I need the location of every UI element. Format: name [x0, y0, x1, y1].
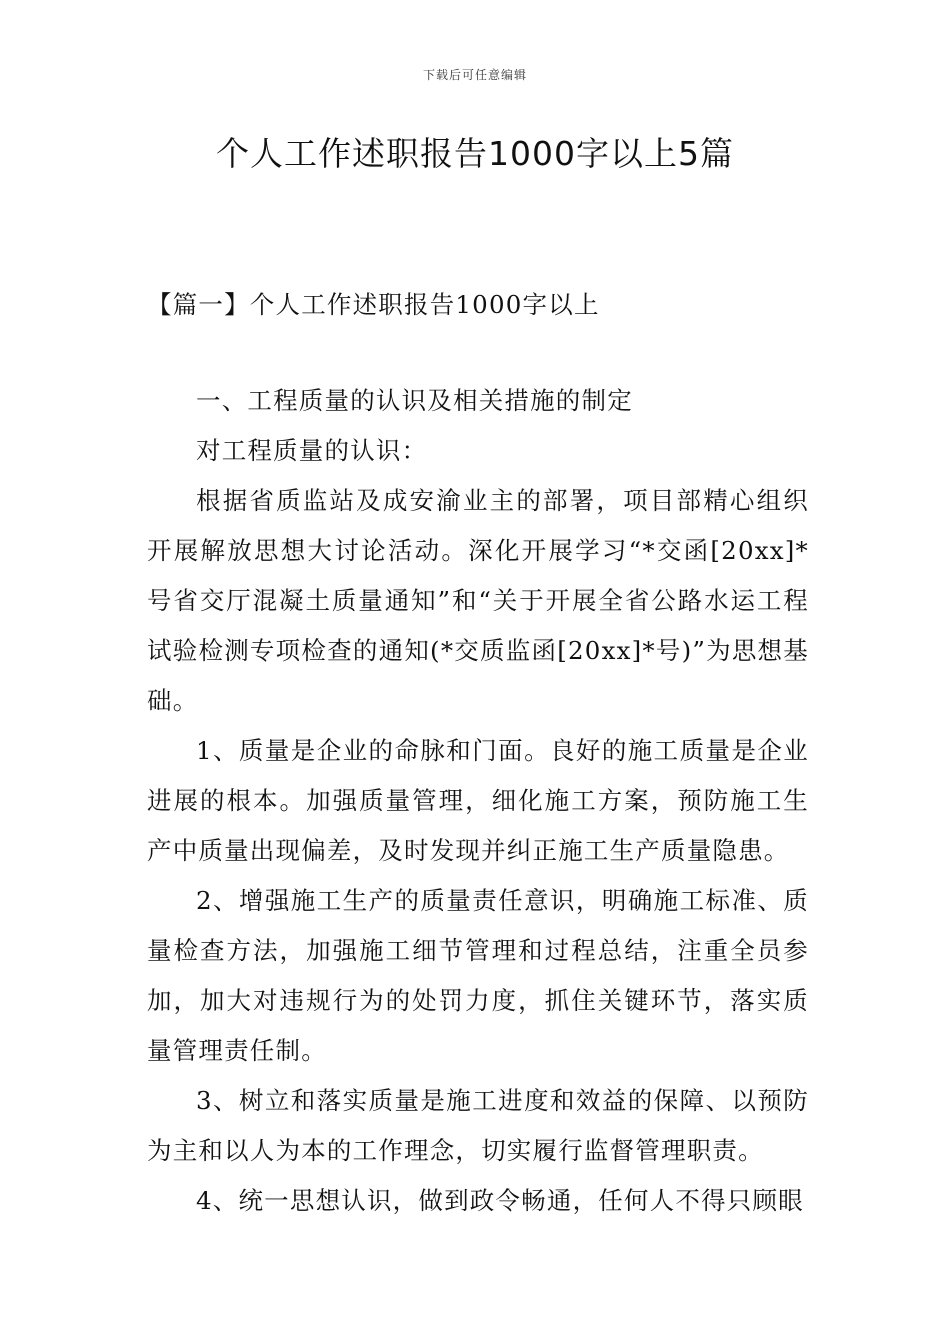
paragraph: 1、质量是企业的命脉和门面。良好的施工质量是企业进展的根本。加强质量管理，细化施工方案，预防施工生产中质量出现偏差，及时发现并纠正施工生产质量隐患。: [147, 736, 809, 865]
paragraph-subheading: 对工程质量的认识：: [196, 436, 428, 465]
section-heading: 【篇一】个人工作述职报告1000字以上: [147, 290, 600, 319]
document-body: [147, 376, 809, 1226]
header-note: 下载后可任意编辑: [422, 68, 527, 82]
document-title: 个人工作述职报告1000字以上5篇: [216, 134, 734, 173]
paragraph: 2、增强施工生产的质量责任意识，明确施工标准、质量检查方法，加强施工细节管理和过程总结，注重全员参加，加大对违规行为的处罚力度，抓住关键环节，落实质量管理责任制。: [147, 886, 809, 1065]
paragraph: 4、统一思想认识，做到政令畅通，任何人不得只顾眼: [196, 1186, 804, 1215]
paragraph: 3、树立和落实质量是施工进度和效益的保障、以预防为主和以人为本的工作理念，切实履行监督管理职责。: [147, 1086, 809, 1165]
paragraph-heading: 一、工程质量的认识及相关措施的制定: [196, 386, 633, 415]
paragraph: 根据省质监站及成安渝业主的部署，项目部精心组织开展解放思想大讨论活动。深化开展学习“*交函[20xx]*号省交厅混凝土质量通知”和“关于开展全省公路水运工程试验检测专项检查的通知(*交质监函[20xx]*号)”为思想基础。: [147, 486, 809, 715]
